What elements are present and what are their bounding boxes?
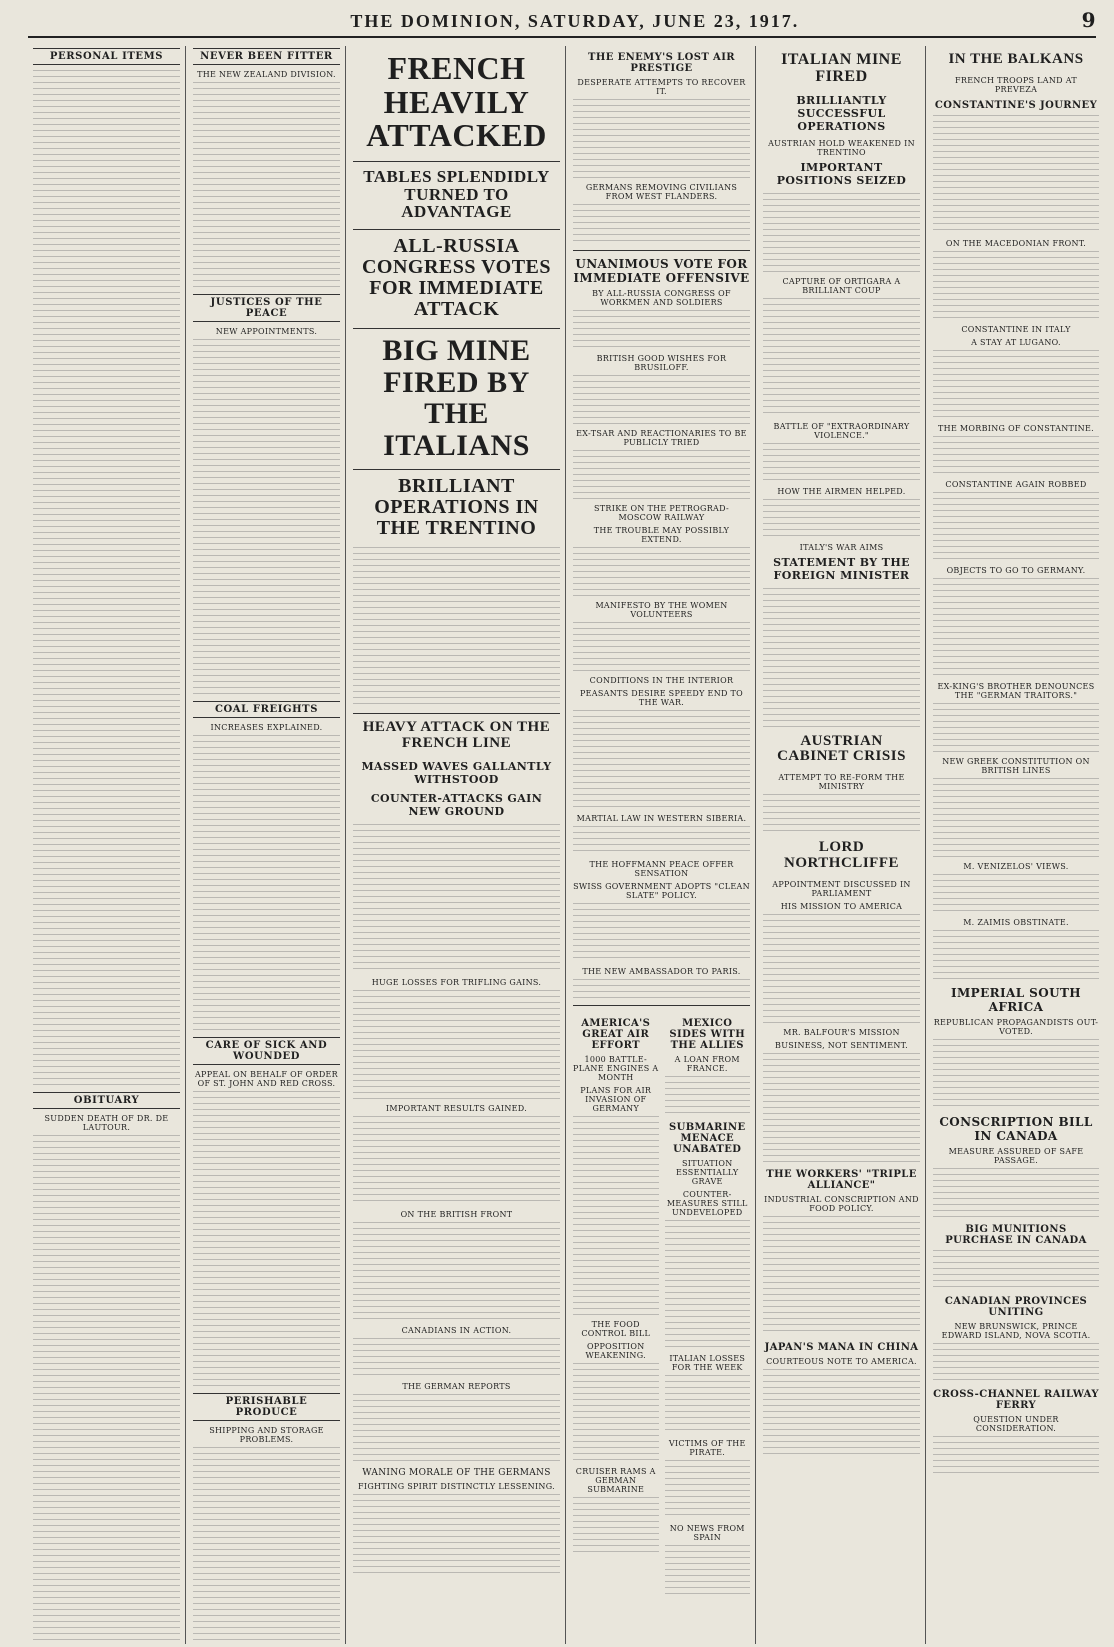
- headline: JAPAN'S MANA IN CHINA: [764, 1341, 919, 1353]
- article-text: [665, 1076, 751, 1116]
- article-text: [763, 1216, 920, 1336]
- article-text: [353, 824, 560, 974]
- column-6: [928, 46, 1104, 1644]
- article-text: [573, 547, 750, 597]
- article-text: [763, 588, 920, 728]
- article-text: [763, 499, 920, 539]
- headline: ALL-RUSSIA CONGRESS VOTES FOR IMMEDIATE ATTACK: [361, 235, 552, 321]
- sub-heading: SUDDEN DEATH OF DR. DE LAUTOUR.: [44, 1114, 169, 1132]
- sub-heading: BATTLE OF "EXTRAORDINARY VIOLENCE.": [773, 421, 910, 440]
- article-text: [763, 193, 920, 273]
- sub-heading: ON THE MACEDONIAN FRONT.: [945, 238, 1087, 248]
- column-2: [188, 46, 346, 1644]
- article-text: [763, 443, 920, 483]
- sub-heading: MR. BALFOUR'S MISSION: [783, 1027, 900, 1037]
- sub-heading: AUSTRIAN HOLD WEAKENED IN TRENTINO: [768, 138, 915, 157]
- sub-heading: CANADIANS IN ACTION.: [401, 1325, 512, 1335]
- section-heading: NEVER BEEN FITTER: [193, 48, 340, 65]
- sub-heading: NEW APPOINTMENTS.: [215, 327, 318, 336]
- sub-heading: THE NEW AMBASSADOR TO PARIS.: [582, 967, 741, 976]
- article-text: [573, 450, 750, 500]
- deck: MASSED WAVES GALLANTLY WITHSTOOD: [361, 759, 552, 786]
- article-text: [573, 99, 750, 179]
- sub-heading: APPOINTMENT DISCUSSED IN PARLIAMENT: [772, 879, 911, 898]
- article-text: [33, 70, 180, 1090]
- article-text: [573, 979, 750, 999]
- section-heading: PERSONAL ITEMS: [33, 48, 180, 65]
- article-text: [933, 578, 1099, 678]
- masthead-title: THE DOMINION, SATURDAY, JUNE 23, 1917.: [350, 11, 800, 31]
- sub-heading: CONSTANTINE AGAIN ROBBED: [945, 479, 1087, 489]
- article-text: [353, 1222, 560, 1322]
- article-text: [353, 547, 560, 707]
- article-text: [573, 1363, 659, 1463]
- article-text: [665, 1220, 751, 1350]
- headline: TABLES SPLENDIDLY TURNED TO ADVANTAGE: [363, 166, 550, 222]
- deck: BRILLIANTLY SUCCESSFUL OPERATIONS: [796, 93, 887, 133]
- sub-heading: OPPOSITION WEAKENING.: [585, 1342, 646, 1360]
- sub-heading: REPUBLICAN PROPAGANDISTS OUT-VOTED.: [933, 1017, 1099, 1036]
- sub-heading: CONDITIONS IN THE INTERIOR: [589, 676, 734, 685]
- article-text: [33, 1135, 180, 1644]
- deck: STATEMENT BY THE FOREIGN MINISTER: [773, 555, 910, 582]
- sub-heading: MARTIAL LAW IN WESTERN SIBERIA.: [576, 814, 747, 823]
- section-heading: COAL FREIGHTS: [193, 701, 340, 718]
- headline: BIG MUNITIONS PURCHASE IN CANADA: [945, 1223, 1087, 1246]
- article-text: [763, 1053, 920, 1163]
- sub-heading: EX-KING'S BROTHER DENOUNCES THE "GERMAN TRAITORS.": [937, 681, 1095, 700]
- article-text: [573, 310, 750, 350]
- deck: COUNTER-ATTACKS GAIN NEW GROUND: [370, 791, 543, 818]
- headline: THE WORKERS' "TRIPLE ALLIANCE": [766, 1168, 917, 1191]
- headline: SUBMARINE MENACE UNABATED: [668, 1122, 746, 1155]
- sub-heading: SHIPPING AND STORAGE PROBLEMS.: [209, 1426, 324, 1444]
- article-text: [665, 1375, 751, 1435]
- sub-heading: QUESTION UNDER CONSIDERATION.: [973, 1414, 1059, 1433]
- article-text: [763, 914, 920, 1024]
- article-text: [193, 1091, 340, 1391]
- article-text: [573, 204, 750, 244]
- deck: IMPORTANT POSITIONS SEIZED: [776, 160, 907, 187]
- headline: MEXICO SIDES WITH THE ALLIES: [669, 1018, 746, 1051]
- column-4: [568, 46, 756, 1644]
- section-heading: PERISHABLE PRODUCE: [193, 1393, 340, 1421]
- headline: BIG MINE FIRED BY THE ITALIANS: [382, 334, 531, 462]
- sub-heading: THE NEW ZEALAND DIVISION.: [197, 70, 336, 79]
- sub-heading: FRENCH TROOPS LAND AT PREVEZA: [955, 75, 1077, 94]
- headline: IN THE BALKANS: [948, 51, 1084, 67]
- sub-heading: M. VENIZELOS' VIEWS.: [963, 861, 1069, 871]
- columns: [10, 46, 1104, 1644]
- sub-heading: ON THE BRITISH FRONT: [400, 1209, 513, 1219]
- section-heading: JUSTICES OF THE PEACE: [193, 294, 340, 322]
- sub-heading: BY ALL-RUSSIA CONGRESS OF WORKMEN AND SOLDIERS: [592, 289, 731, 307]
- sub-heading: EX-TSAR AND REACTIONARIES TO BE PUBLICLY TRIED: [576, 429, 747, 447]
- sub-heading: FIGHTING SPIRIT DISTINCTLY LESSENING.: [358, 1481, 555, 1491]
- headline: ITALIAN MINE FIRED: [781, 51, 902, 85]
- article-text: [573, 1116, 659, 1316]
- section-heading: OBITUARY: [33, 1092, 180, 1109]
- article-text: [763, 1369, 920, 1459]
- sub-heading: WANING MORALE OF THE GERMANS: [362, 1467, 551, 1478]
- headline: BRILLIANT OPERATIONS IN THE TRENTINO: [374, 475, 539, 540]
- sub-heading: MEASURE ASSURED OF SAFE PASSAGE.: [948, 1146, 1084, 1165]
- article-text: [573, 710, 750, 810]
- sub-heading: INCREASES EXPLAINED.: [210, 723, 323, 732]
- sub-heading: DESPERATE ATTEMPTS TO RECOVER IT.: [577, 78, 746, 96]
- headline: AUSTRIAN CABINET CRISIS: [777, 732, 906, 765]
- headline: CONSCRIPTION BILL IN CANADA: [939, 1114, 1093, 1143]
- article-text: [193, 735, 340, 1035]
- section-heading: CARE OF SICK AND WOUNDED: [193, 1037, 340, 1065]
- sub-heading: NO NEWS FROM SPAIN: [669, 1524, 745, 1542]
- article-text: [933, 778, 1099, 858]
- article-text: [573, 622, 750, 672]
- sub-heading: THE TROUBLE MAY POSSIBLY EXTEND.: [593, 526, 730, 544]
- sub-heading: M. ZAIMIS OBSTINATE.: [963, 917, 1069, 927]
- article-text: [353, 1338, 560, 1378]
- masthead: [28, 8, 1096, 38]
- sub-heading: BRITISH GOOD WISHES FOR BRUSILOFF.: [596, 354, 727, 372]
- sub-heading: STRIKE ON THE PETROGRAD-MOSCOW RAILWAY: [594, 504, 729, 522]
- main-headline: FRENCH HEAVILY ATTACKED: [366, 50, 547, 154]
- article-text: [763, 298, 920, 418]
- article-text: [933, 874, 1099, 914]
- sub-heading: SWISS GOVERNMENT ADOPTS "CLEAN SLATE" POLICY.: [573, 882, 750, 900]
- sub-heading: THE FOOD CONTROL BILL: [581, 1320, 651, 1338]
- article-text: [665, 1545, 751, 1595]
- sub-heading: THE GERMAN REPORTS: [402, 1381, 511, 1391]
- sub-heading: APPEAL ON BEHALF OF ORDER OF ST. JOHN AND RED CROSS.: [194, 1070, 338, 1088]
- sub-heading: ATTEMPT TO RE-FORM THE MINISTRY: [778, 773, 905, 792]
- sub-heading: PEASANTS DESIRE SPEEDY END TO THE WAR.: [579, 689, 744, 707]
- article-text: [933, 1343, 1099, 1383]
- article-text: [353, 1494, 560, 1574]
- article-text: [573, 826, 750, 856]
- article-text: [933, 350, 1099, 420]
- sub-heading: THE MORBING OF CONSTANTINE.: [938, 423, 1094, 433]
- sub-heading: INDUSTRIAL CONSCRIPTION AND FOOD POLICY.: [764, 1194, 919, 1213]
- sub-heading: NEW GREEK CONSTITUTION ON BRITISH LINES: [942, 756, 1090, 775]
- sub-heading: IMPORTANT RESULTS GAINED.: [385, 1103, 528, 1113]
- sub-heading: CAPTURE OF ORTIGARA A BRILLIANT COUP: [782, 276, 901, 295]
- article-text: [933, 1039, 1099, 1109]
- article-text: [353, 1116, 560, 1206]
- article-text: [193, 339, 340, 699]
- article-text: [573, 375, 750, 425]
- article-text: [933, 1250, 1099, 1290]
- sub-heading: ITALIAN LOSSES FOR THE WEEK: [669, 1354, 746, 1372]
- column-1: [28, 46, 186, 1644]
- column-5: [758, 46, 926, 1644]
- article-text: [933, 703, 1099, 753]
- sub-heading: CONSTANTINE'S JOURNEY: [934, 99, 1098, 111]
- headline: HEAVY ATTACK ON THE FRENCH LINE: [362, 719, 551, 752]
- sub-heading: CRUISER RAMS A GERMAN SUBMARINE: [575, 1467, 656, 1494]
- sub-heading: OBJECTS TO GO TO GERMANY.: [946, 565, 1086, 575]
- sub-heading: COURTEOUS NOTE TO AMERICA.: [766, 1356, 917, 1366]
- article-text: [353, 990, 560, 1100]
- sub-heading: NEW BRUNSWICK, PRINCE EDWARD ISLAND, NOVA SCOTIA.: [941, 1321, 1091, 1340]
- sub-heading: VICTIMS OF THE PIRATE.: [668, 1439, 746, 1457]
- article-text: [933, 930, 1099, 980]
- page-number: 9: [1081, 8, 1096, 32]
- article-text: [665, 1460, 751, 1520]
- sub-heading: MANIFESTO BY THE WOMEN VOLUNTEERS: [595, 601, 728, 619]
- sub-heading: GERMANS REMOVING CIVILIANS FROM WEST FLANDERS.: [585, 183, 738, 201]
- sub-heading: HIS MISSION TO AMERICA: [780, 901, 903, 911]
- headline: CROSS-CHANNEL RAILWAY FERRY: [933, 1388, 1099, 1411]
- article-text: [933, 1168, 1099, 1218]
- sub-heading: COUNTER-MEASURES STILL UNDEVELOPED: [666, 1190, 748, 1217]
- article-text: [193, 82, 340, 292]
- headline: UNANIMOUS VOTE FOR IMMEDIATE OFFENSIVE: [573, 257, 750, 285]
- headline: IMPERIAL SOUTH AFRICA: [950, 985, 1082, 1014]
- sub-heading: BUSINESS, NOT SENTIMENT.: [775, 1040, 908, 1050]
- sub-heading: CONSTANTINE IN ITALY: [961, 324, 1071, 334]
- article-text: [573, 1497, 659, 1557]
- headline: CANADIAN PROVINCES UNITING: [944, 1295, 1088, 1318]
- column-3: [348, 46, 566, 1644]
- deck: SITUATION ESSENTIALLY GRAVE: [676, 1159, 739, 1186]
- article-text: [933, 436, 1099, 476]
- sub-heading: THE HOFFMANN PEACE OFFER SENSATION: [589, 860, 734, 878]
- headline: THE ENEMY'S LOST AIR PRESTIGE: [588, 52, 735, 74]
- sub-heading: A LOAN FROM FRANCE.: [674, 1055, 740, 1073]
- sub-heading: A STAY AT LUGANO.: [971, 337, 1061, 347]
- article-text: [573, 903, 750, 963]
- article-text: [193, 1447, 340, 1644]
- sub-heading: PLANS FOR AIR INVASION OF GERMANY: [580, 1086, 652, 1113]
- sub-heading: ITALY'S WAR AIMS: [799, 542, 884, 552]
- article-text: [933, 492, 1099, 562]
- article-text: [933, 115, 1099, 235]
- article-text: [353, 1394, 560, 1464]
- sub-heading: HOW THE AIRMEN HELPED.: [777, 486, 906, 496]
- headline: AMERICA'S GREAT AIR EFFORT: [581, 1018, 651, 1051]
- article-text: [933, 1436, 1099, 1476]
- deck: 1000 BATTLE-PLANE ENGINES A MONTH: [573, 1055, 659, 1082]
- sub-heading: HUGE LOSSES FOR TRIFLING GAINS.: [371, 977, 542, 987]
- article-text: [763, 794, 920, 834]
- article-text: [933, 251, 1099, 321]
- headline: LORD NORTHCLIFFE: [784, 839, 899, 871]
